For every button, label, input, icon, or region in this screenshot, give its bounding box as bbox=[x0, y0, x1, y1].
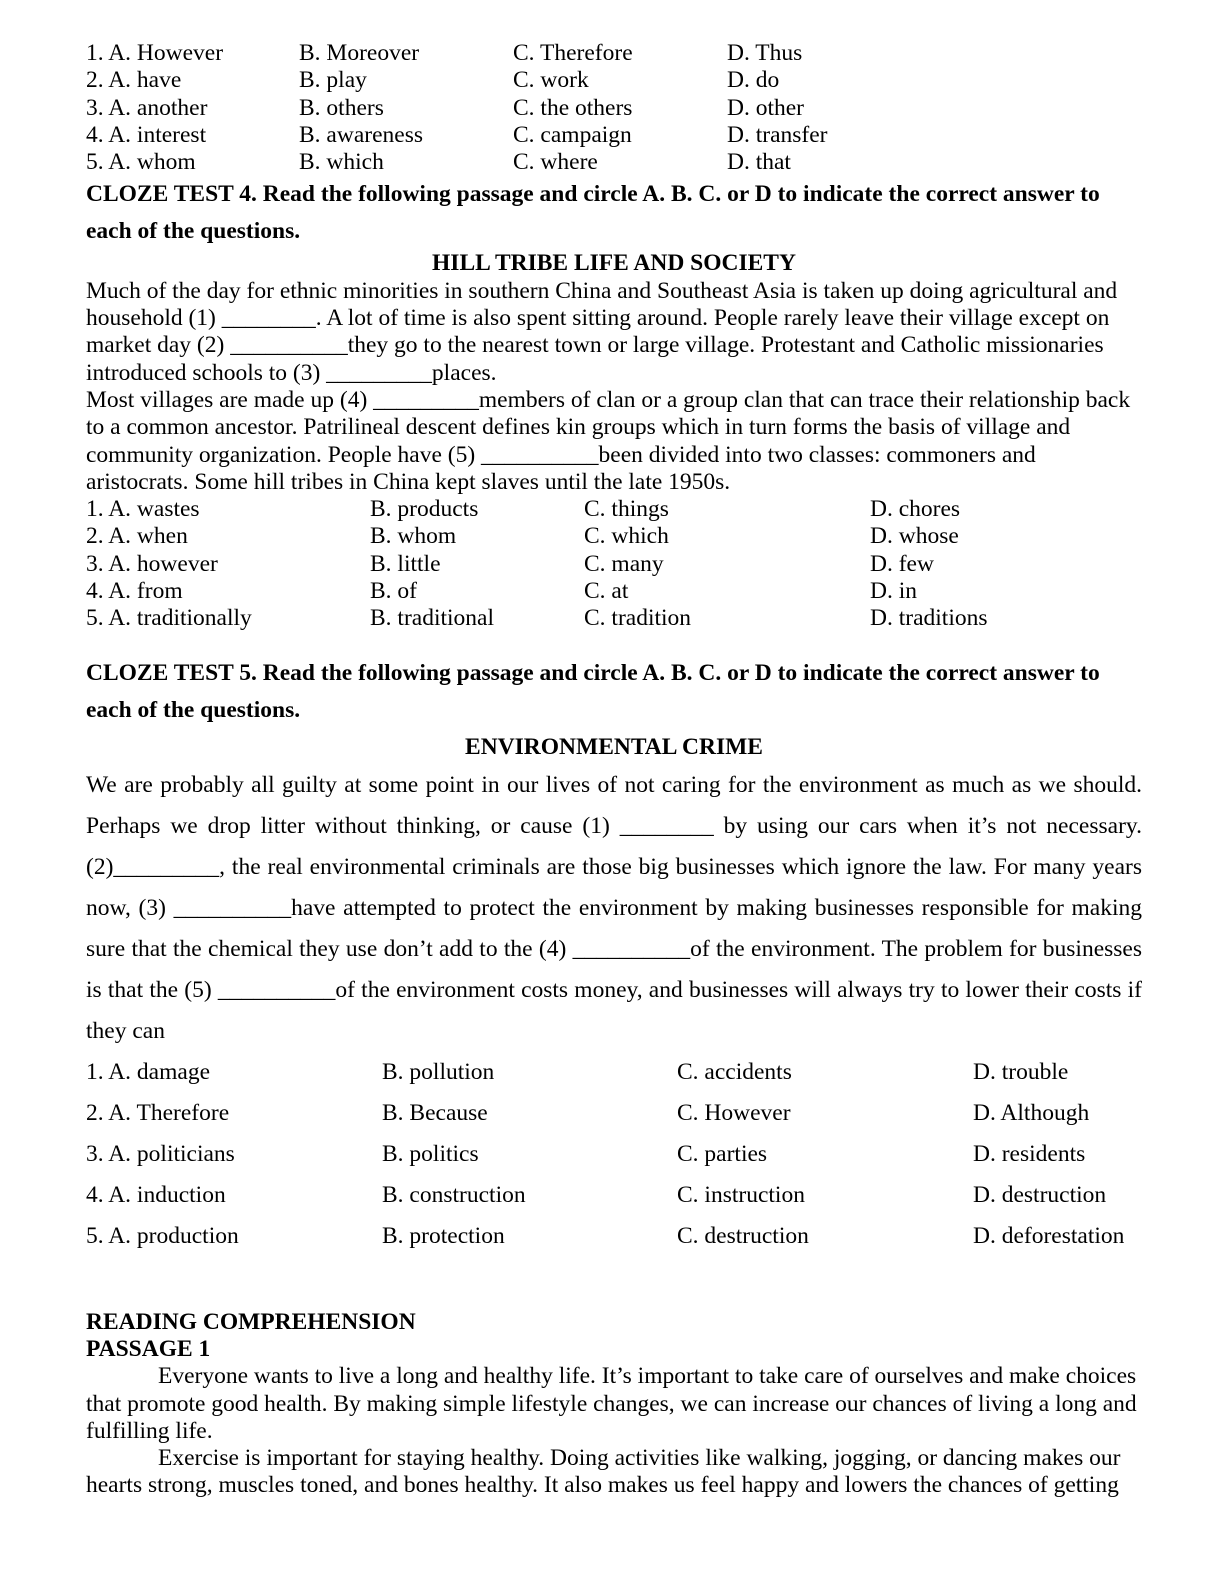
option-b: B. traditional bbox=[370, 605, 495, 632]
option-d: D. that bbox=[727, 149, 791, 176]
option-d: D. few bbox=[870, 550, 934, 577]
option-row bbox=[86, 122, 1142, 149]
option-a: 2. A. have bbox=[86, 67, 182, 94]
reading-heading: READING COMPREHENSION bbox=[86, 1308, 416, 1335]
option-d: D. transfer bbox=[727, 121, 828, 148]
option-a: 3. A. another bbox=[86, 94, 208, 121]
option-c: C. However bbox=[677, 1099, 791, 1126]
passage-paragraph: Much of the day for ethnic minorities in southern China and Southeast Asia is taken up doing agricultural and household (1) ________. A lot of time is also spent sitting around. People rarely leave their village except on market day (2) __________they go to the nearest town or large village. Protestant and Catholic missionaries introduced schools to (3) _________places. bbox=[86, 277, 1118, 386]
option-c: C. accidents bbox=[677, 1058, 792, 1085]
option-b: B. products bbox=[370, 496, 479, 523]
passage-paragraph: Most villages are made up (4) _________members of clan or a group clan that can trace their relationship back to a common ancestor. Patrilineal descent defines kin groups which in turn forms the basis of village and community organization. People have (5) __________been divided into two classes: commoners and aristocrats. Some hill tribes in China kept slaves until the late 1950s. bbox=[86, 386, 1131, 495]
option-d: D. whose bbox=[870, 523, 959, 550]
ct5-options bbox=[86, 1052, 1142, 1257]
option-b: B. play bbox=[299, 67, 367, 94]
option-b: B. politics bbox=[382, 1140, 479, 1167]
option-a: 5. A. traditionally bbox=[86, 605, 252, 632]
option-d: D. Thus bbox=[727, 40, 803, 66]
document-page bbox=[86, 40, 1142, 1500]
passage-label: PASSAGE 1 bbox=[86, 1335, 211, 1362]
option-row bbox=[86, 95, 1142, 122]
option-d: D. residents bbox=[973, 1140, 1086, 1167]
option-d: D. other bbox=[727, 94, 805, 121]
option-d: D. trouble bbox=[973, 1058, 1069, 1085]
ct3-options bbox=[86, 40, 1142, 176]
option-a: 5. A. whom bbox=[86, 149, 196, 176]
option-c: C. destruction bbox=[677, 1222, 809, 1249]
option-c: C. campaign bbox=[513, 121, 632, 148]
option-b: B. protection bbox=[382, 1222, 505, 1249]
option-c: C. at bbox=[584, 578, 629, 605]
option-d: D. traditions bbox=[870, 605, 988, 632]
option-c: C. Therefore bbox=[513, 40, 633, 66]
cloze-test-5-heading: CLOZE TEST 5. Read the following passage and circle A. B. C. or D to indicate the correct answer to each of the questions. bbox=[86, 659, 1100, 723]
option-row bbox=[86, 605, 1142, 632]
option-a: 4. A. induction bbox=[86, 1181, 226, 1208]
option-b: B. of bbox=[370, 578, 417, 605]
option-b: B. whom bbox=[370, 523, 457, 550]
option-b: B. Because bbox=[382, 1099, 488, 1126]
option-a: 1. A. damage bbox=[86, 1058, 210, 1085]
passage-paragraph: Everyone wants to live a long and healthy life. It’s important to take care of ourselves and make choices that promote good health. By making simple lifestyle changes, we can increase our chances of living a long and fulfilling life. bbox=[86, 1363, 1137, 1444]
option-c: C. instruction bbox=[677, 1181, 805, 1208]
option-row bbox=[86, 496, 1142, 523]
option-c: C. the others bbox=[513, 94, 633, 121]
option-row bbox=[86, 551, 1142, 578]
option-b: B. Moreover bbox=[299, 40, 420, 66]
option-d: D. destruction bbox=[973, 1181, 1107, 1208]
option-row bbox=[86, 1134, 1142, 1175]
option-d: D. chores bbox=[870, 496, 961, 523]
ct4-options bbox=[86, 496, 1142, 632]
option-row bbox=[86, 578, 1142, 605]
passage-title: HILL TRIBE LIFE AND SOCIETY bbox=[432, 250, 796, 277]
option-row bbox=[86, 40, 1142, 67]
option-row bbox=[86, 523, 1142, 550]
option-row bbox=[86, 1093, 1142, 1134]
option-c: C. which bbox=[584, 523, 669, 550]
option-c: C. work bbox=[513, 67, 589, 94]
option-c: C. many bbox=[584, 550, 664, 577]
option-a: 5. A. production bbox=[86, 1222, 239, 1249]
option-a: 1. A. wastes bbox=[86, 496, 200, 523]
option-b: B. others bbox=[299, 94, 384, 121]
option-b: B. construction bbox=[382, 1181, 526, 1208]
option-a: 2. A. when bbox=[86, 523, 188, 550]
option-row bbox=[86, 1175, 1142, 1216]
option-row bbox=[86, 67, 1142, 94]
option-a: 3. A. politicians bbox=[86, 1140, 235, 1167]
option-d: D. Although bbox=[973, 1099, 1090, 1126]
option-c: C. things bbox=[584, 496, 669, 523]
option-a: 3. A. however bbox=[86, 550, 218, 577]
option-c: C. where bbox=[513, 149, 598, 176]
option-b: B. which bbox=[299, 149, 384, 176]
option-a: 4. A. interest bbox=[86, 121, 207, 148]
option-row bbox=[86, 1052, 1142, 1093]
passage-paragraph: We are probably all guilty at some point in our lives of not caring for the environment as much as we should. Perhaps we drop litter without thinking, or cause (1) ________ by using our cars when it’s not necessary. (2)_________, the real environmental criminals are those big businesses which ignore the law. For many years now, (3) __________have attempted to protect the environment by making businesses responsible for making sure that the chemical they use don’t add to the (4) __________of the environment. The problem for businesses is that the (5) __________of the environment costs money, and businesses will always try to lower their costs if they can bbox=[86, 771, 1142, 1044]
option-d: D. deforestation bbox=[973, 1222, 1125, 1249]
option-a: 1. A. However bbox=[86, 40, 224, 66]
passage-paragraph: Exercise is important for staying healthy. Doing activities like walking, jogging, or dancing makes our hearts strong, muscles toned, and bones healthy. It also makes us feel happy and lowers the chances of getting bbox=[86, 1445, 1121, 1499]
option-b: B. little bbox=[370, 550, 441, 577]
option-b: B. awareness bbox=[299, 121, 423, 148]
option-row bbox=[86, 149, 1142, 176]
option-c: C. parties bbox=[677, 1140, 768, 1167]
option-b: B. pollution bbox=[382, 1058, 495, 1085]
option-row bbox=[86, 1216, 1142, 1257]
passage-title: ENVIRONMENTAL CRIME bbox=[465, 733, 763, 760]
option-d: D. do bbox=[727, 67, 780, 94]
cloze-test-4-heading: CLOZE TEST 4. Read the following passage and circle A. B. C. or D to indicate the correct answer to each of the questions. bbox=[86, 181, 1100, 245]
option-a: 2. A. Therefore bbox=[86, 1099, 230, 1126]
option-c: C. tradition bbox=[584, 605, 692, 632]
option-d: D. in bbox=[870, 578, 917, 605]
option-a: 4. A. from bbox=[86, 578, 183, 605]
